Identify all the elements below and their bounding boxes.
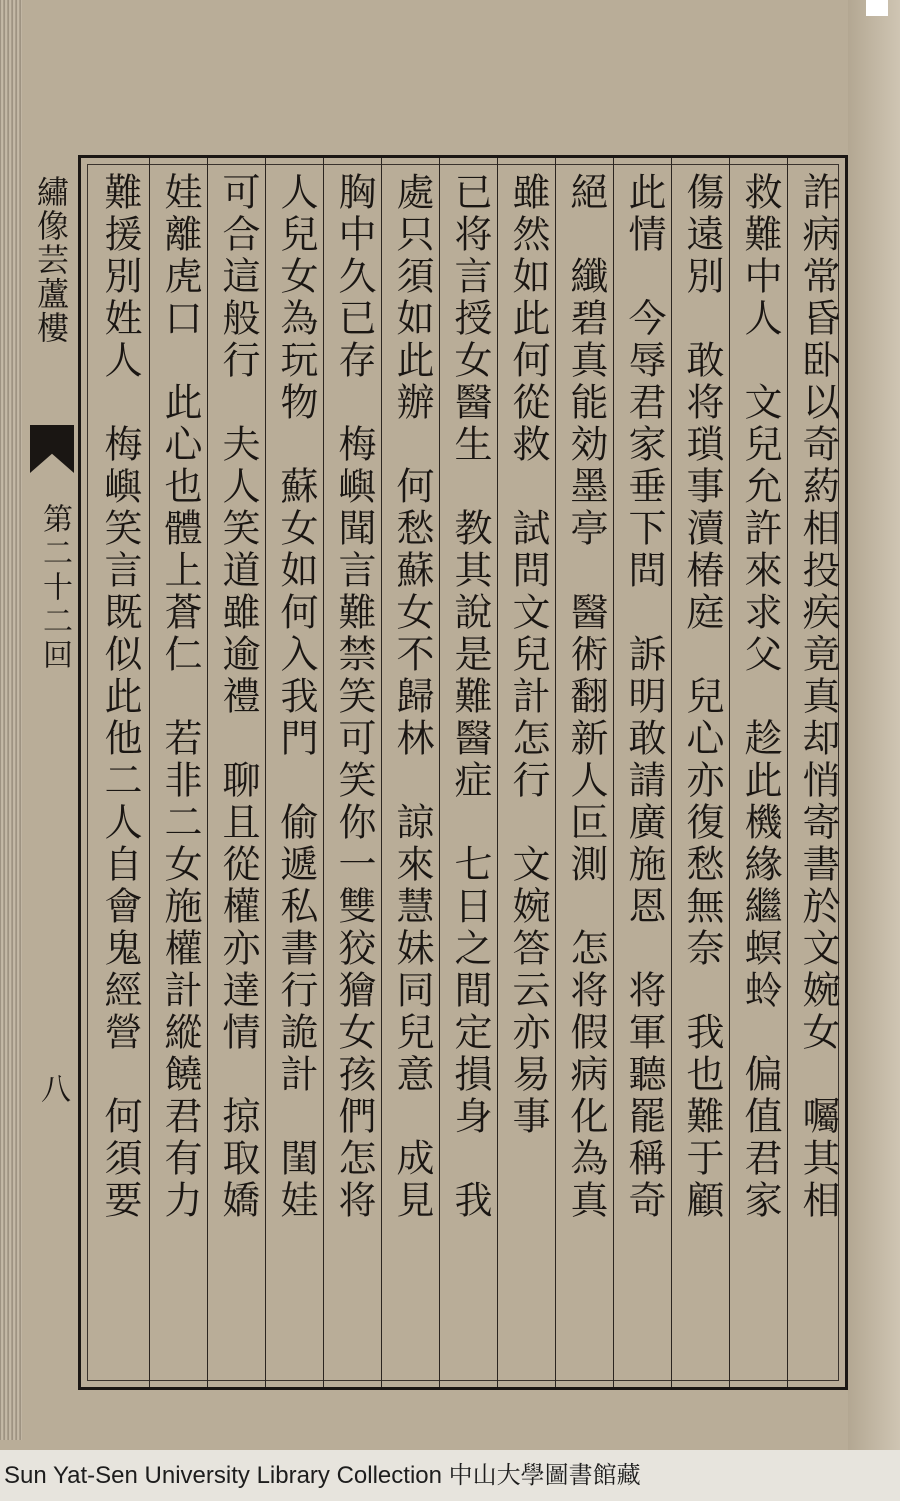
text-column-2: 救難中人 文兒允許來求父 趁此機緣繼螟蛉 偏值君家: [738, 172, 782, 1222]
paper-tab: [866, 0, 888, 16]
right-page-margin: [848, 0, 900, 1450]
text-column-9: 胸中久已存 梅嶼聞言難禁笑可笑你一雙狡獪女孩們怎将: [332, 172, 376, 1222]
text-column-7: 已将言授女醫生 教其說是難醫症 七日之間定損身 我: [448, 172, 492, 1222]
chapter-label: 第二十二回: [37, 503, 72, 673]
column-divider: [149, 158, 150, 1387]
text-column-13: 難援別姓人 梅嶼笑言既似此他二人自會鬼經營 何須要: [98, 172, 142, 1222]
text-column-8: 處只須如此辦 何愁蘇女不歸林 諒來慧妹同兒意 成見: [390, 172, 434, 1222]
text-column-1: 詐病常昏卧以奇葯相投疾竟真却悄寄書於文婉女 囑其相: [796, 172, 840, 1222]
fishtail-mark: [30, 425, 74, 473]
text-column-11: 可合這般行 夫人笑道雖逾禮 聊且從權亦達情 掠取嬌: [216, 172, 260, 1222]
library-caption: Sun Yat-Sen University Library Collection 中山大學圖書館藏: [4, 1462, 641, 1489]
banxin-center-column: [26, 155, 76, 1390]
text-column-12: 娃離虎口 此心也體上蒼仁 若非二女施權計縱饒君有力: [158, 172, 202, 1222]
text-column-3: 傷遠別 敢将瑣事瀆椿庭 兒心亦復愁無奈 我也難于顧: [680, 172, 724, 1222]
text-column-6: 雖然如此何從救 試問文兒計怎行 文婉答云亦易事: [506, 172, 550, 1138]
page-number: 八: [35, 1073, 70, 1103]
text-column-10: 人兒女為玩物 蘇女如何入我門 偷遞私書行詭計 閨娃: [274, 172, 318, 1222]
text-column-5: 絕 纖碧真能効墨亭 醫術翻新人叵測 怎将假病化為真: [564, 172, 608, 1222]
text-column-4: 此情 今辱君家垂下問 訴明敢請廣施恩 将軍聽罷稱奇: [622, 172, 666, 1222]
stacked-page-edges: [0, 0, 22, 1440]
book-title: 繡像芸蘆樓: [32, 175, 70, 345]
